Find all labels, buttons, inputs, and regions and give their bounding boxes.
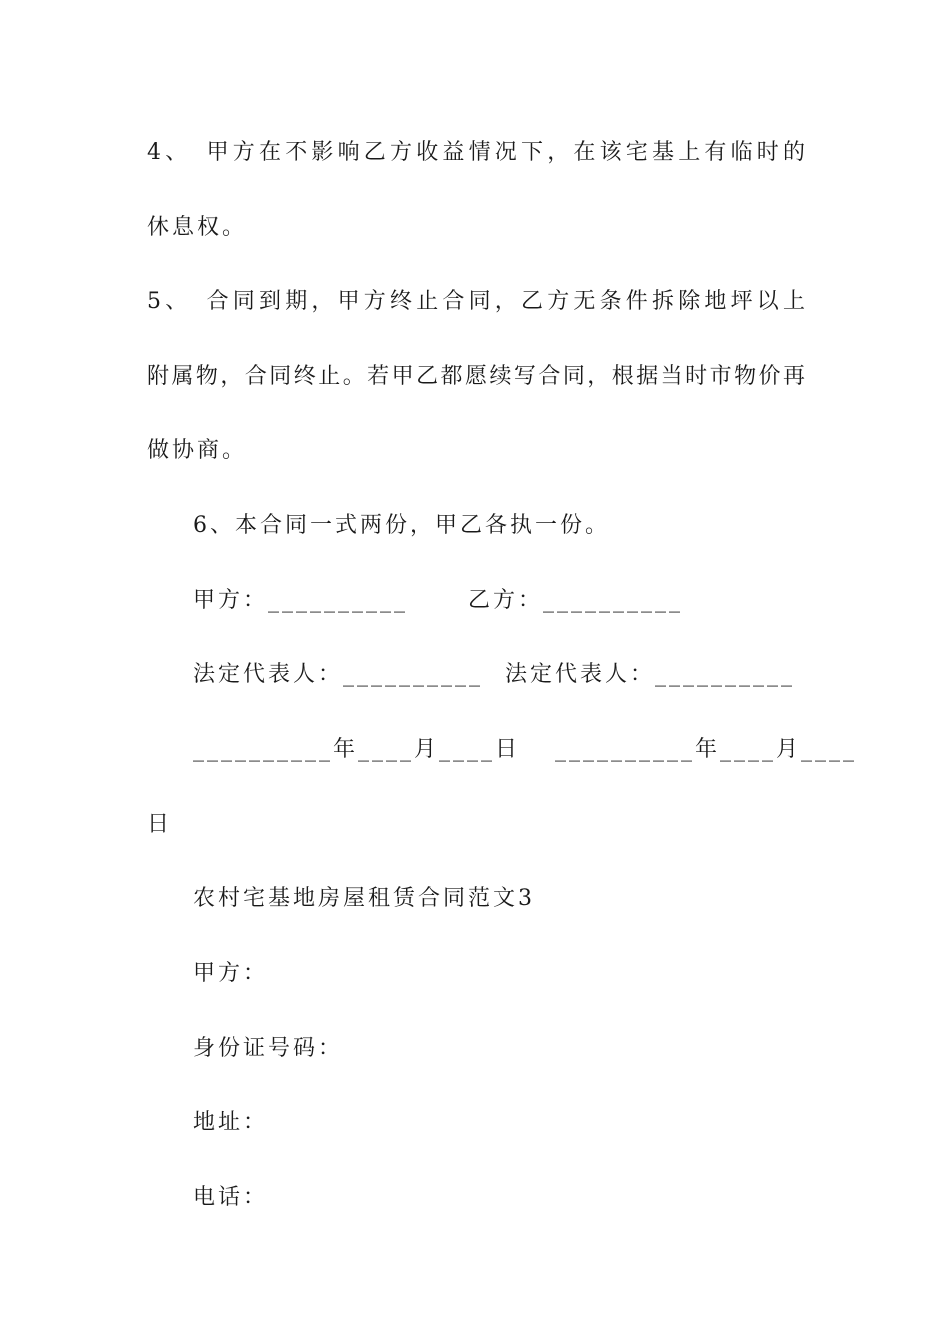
- clause-6: 6、本合同一式两份，甲乙各执一份。: [193, 513, 610, 538]
- clause-5-line-2: 附属物，合同终止。若甲乙都愿续写合同，根据当时市物价再: [147, 364, 805, 389]
- clause-4-line-2: 休息权。: [147, 215, 248, 240]
- clause-4-line-1: 4、 甲方在不影响乙方收益情况下，在该宅基上有临时的: [147, 140, 805, 165]
- address-label: 地址：: [193, 1110, 269, 1135]
- rep-a-signature: 法定代表人：__________: [193, 662, 484, 687]
- next-party-a-label: 甲方：: [193, 961, 269, 986]
- date-b-wrap: 日: [147, 812, 173, 837]
- clause-5-line-3: 做协商。: [147, 438, 248, 463]
- party-b-signature: 乙方：__________: [468, 588, 684, 613]
- next-contract-title: 农村宅基地房屋租赁合同范文3: [193, 886, 535, 911]
- date-b: __________年____月____: [555, 737, 858, 762]
- date-a: __________年____月____日: [193, 737, 521, 762]
- id-number-label: 身份证号码：: [193, 1036, 344, 1061]
- clause-5-line-1: 5、 合同到期，甲方终止合同，乙方无条件拆除地坪以上: [147, 289, 805, 314]
- phone-label: 电话：: [193, 1185, 269, 1210]
- party-a-signature: 甲方：__________: [193, 588, 409, 613]
- rep-b-signature: 法定代表人：__________: [505, 662, 796, 687]
